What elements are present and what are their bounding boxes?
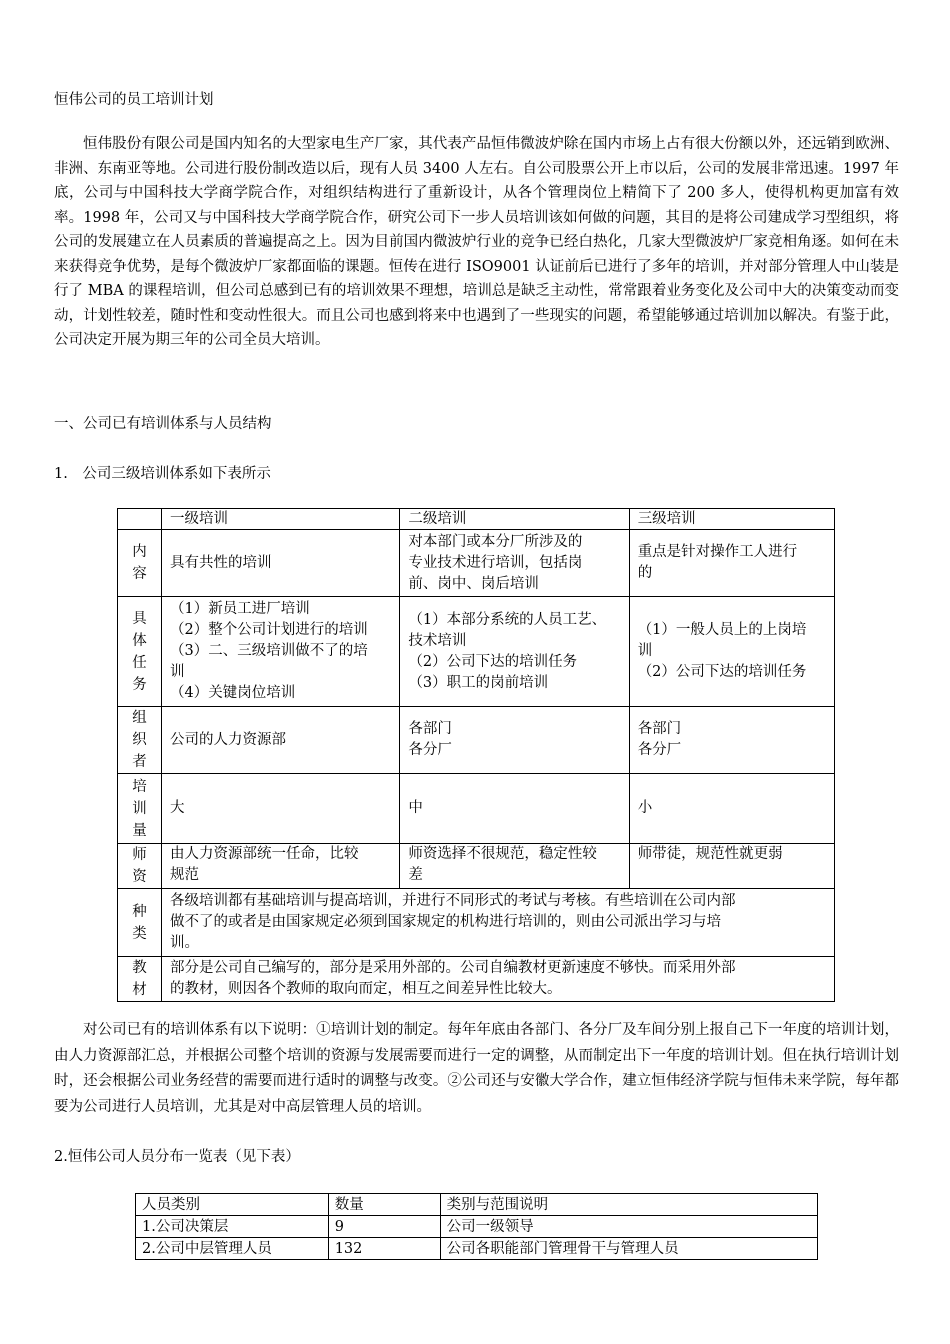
table-row [118,530,835,597]
table-cell [400,597,629,707]
row-label-cell [118,957,162,1002]
cell-text-line: 规范 [170,867,200,883]
cell-text-line: （1）本部分系统的人员工艺、 [408,611,607,628]
table-header-row [136,1194,818,1216]
row-label-char: 培 [132,778,147,795]
table-cell: 公司一级领导 [440,1216,817,1238]
row-label-cell [118,774,162,844]
cell-text-line: （2）公司下达的培训任务 [637,664,807,680]
table-cell [400,707,629,774]
table-cell [162,707,400,774]
cell-text-line: 差 [408,867,423,883]
row-label-char: 组 [132,710,147,726]
table-row [118,774,835,844]
cell-text-line: 重点是针对操作工人进行 [637,544,798,560]
row-label-char: 教 [132,960,147,976]
row-label-cell [118,597,162,707]
cell-text-line: 的教材，则因各个教师的取向而定，相互之间差异性比较大。 [170,981,562,997]
cell-text-line: 技术培训 [408,632,467,649]
table-header-cell: 二级培训 [400,509,629,530]
intro-paragraph: 恒伟股份有限公司是国内知名的大型家电生产厂家，其代表产品恒伟微波炉除在国内市场上占有很大份额以外，还远销到欧洲、非洲、东南亚等地。公司进行股份制改造以后，现有人员 3400 人左右。自公司股票公开上市以后，公司的发展非常迅速。1997 年底，公司与中国科技大学商学院合作，对组织结构进行了重新设计，从各个管理岗位上精简下了 200 多人，使得机构更加富有效率。1998 年，公司又与中国科技大学商学院合作，研究公司下一步人员培训该如何做的问题，其目的是将公司建成学习型组织，将公司的发展建立在人员素质的普遍提高之上。因为目前国内微波炉行业的竞争已经白热化，几家大型微波炉厂家竞相角逐。如何在未来获得竞争优势，是每个微波炉厂家都面临的课题。恒传在进行 ISO9001 认证前后已进行了多年的培训，并对部分管理人中山装是行了 MBA 的课程培训，但公司总感到已有的培训效果不理想，培训总是缺乏主动性，常常跟着业务变化及公司中大的决策变动而变动，计划性较差，随时性和变动性很大。而且公司也感到将来中也遇到了一些现实的问题，希望能够通过培训加以解决。有鉴于此，公司决定开展为期三年的公司全员大培训。 [54,136,899,348]
cell-text-line: 做不了的或者是由国家规定必须到国家规定的机构进行培训的，则由公司派出学习与培 [170,914,722,930]
section-heading: 一、公司已有培训体系与人员结构 [54,416,272,432]
table-span-cell [162,889,835,957]
table-cell: 9 [328,1216,440,1238]
row-label-char: 具 [132,610,147,627]
staff-distribution-table [135,1193,818,1260]
row-label-char: 师 [132,847,147,863]
cell-text-line: 公司的人力资源部 [170,731,287,748]
table-cell [162,530,400,597]
table-row [136,1238,818,1260]
row-label-cell [118,844,162,889]
cell-text-line: 训。 [170,935,200,951]
row-label-cell [118,530,162,597]
table-row [118,844,835,889]
row-label-char: 量 [132,822,147,839]
cell-text-line: （2）整个公司计划进行的培训 [170,622,368,638]
table-cell: 公司各职能部门管理骨干与管理人员 [440,1238,817,1260]
table-cell: 1.公司决策层 [136,1216,329,1238]
training-system-note-paragraph: 对公司已有的培训体系有以下说明：①培训计划的制定。每年年底由各部门、各分厂及车间分别上报自己下一年度的培训计划，由人力资源部汇总，并根据公司整个培训的资源与发展需要而进行一定的调整，从而制定出下一年度的培训计划。但在执行培训计划时，还会根据公司业务经营的需要而进行适时的调整与改变。②公司还与安徽大学合作，建立恒伟经济学院与恒伟未来学院，每年都要为公司进行人员培训，尤其是对中高层管理人员的培训。 [54,1022,899,1115]
row-label-char: 任 [132,654,147,671]
cell-text-line: 各分厂 [637,742,682,758]
cell-text-line: 师带徒，规范性就更弱 [637,846,783,862]
row-label-char: 类 [132,925,147,942]
table-cell [629,597,834,707]
table-row [118,957,835,1002]
cell-text-line: 训 [637,643,653,659]
table-row [118,597,835,707]
cell-text-line: （1）新员工进厂培训 [170,601,310,617]
row-label-char: 内 [132,544,147,560]
row-label-char: 训 [132,800,147,817]
row-label-char: 容 [132,566,147,582]
table-header-cell: 类别与范围说明 [440,1194,817,1216]
cell-text-line: 对本部门或本分厂所涉及的 [408,533,583,550]
cell-text-line: 的 [637,565,653,581]
row-label-char: 者 [132,754,147,770]
cell-text-line: （3）二、三级培训做不了的培 [170,643,368,659]
cell-text-line: 中 [408,800,423,816]
table-header-cell: 数量 [328,1194,440,1216]
cell-text-line: 师资选择不很规范，稳定性较 [408,846,597,862]
table-cell [162,844,400,889]
cell-text-line: 各分厂 [408,742,452,758]
table-row [136,1216,818,1238]
table-cell [162,597,400,707]
table-span-cell [162,957,835,1002]
table-cell: 132 [328,1238,440,1260]
cell-text-line: 训 [170,664,185,680]
subsection-heading-training-system: 1. 公司三级培训体系如下表所示 [54,466,271,482]
cell-text-line: （3）职工的岗前培训 [408,674,549,691]
cell-text-line: 各级培训都有基础培训与提高培训，并进行不同形式的考试与考核。有些培训在公司内部 [170,893,736,909]
row-label-char: 资 [132,869,147,885]
cell-text-line: 专业技术进行培训，包括岗 [408,554,583,571]
cell-text-line: （2）公司下达的培训任务 [408,653,578,670]
row-label-cell [118,889,162,957]
cell-text-line: 部分是公司自己编写的，部分是采用外部的。公司自编教材更新速度不够快。而采用外部 [170,960,736,976]
table-row [118,889,835,957]
table-cell [629,774,834,844]
table-cell [400,774,629,844]
row-label-char: 务 [132,676,147,693]
cell-text-line: 各部门 [408,721,452,737]
subsection-heading-staff-distribution: 2.恒伟公司人员分布一览表（见下表） [54,1149,300,1165]
row-label-char: 材 [132,982,147,998]
row-label-char: 体 [132,632,147,649]
table-cell [629,844,834,889]
table-row [118,707,835,774]
cell-text-line: 由人力资源部统一任命，比较 [170,846,359,862]
table-cell [162,774,400,844]
document-title: 恒伟公司的员工培训计划 [54,92,214,108]
training-system-table [117,508,835,1002]
table-cell [629,530,834,597]
table-header-row [118,509,835,530]
table-cell [400,844,629,889]
cell-text-line: （4）关键岗位培训 [170,685,296,701]
table-cell [629,707,834,774]
table-header-cell: 三级培训 [629,509,834,530]
row-label-char: 织 [132,732,147,748]
cell-text-line: 小 [637,800,653,816]
table-cell [400,530,629,597]
cell-text-line: 前、岗中、岗后培训 [408,575,539,592]
row-label-cell [118,707,162,774]
table-header-cell [118,509,162,530]
table-header-cell: 人员类别 [136,1194,329,1216]
cell-text-line: 具有共性的培训 [170,554,272,571]
cell-text-line: 大 [170,800,185,816]
row-label-char: 种 [132,903,147,920]
cell-text-line: （1）一般人员上的上岗培 [637,622,807,638]
table-cell: 2.公司中层管理人员 [136,1238,329,1260]
table-header-cell: 一级培训 [162,509,400,530]
cell-text-line: 各部门 [637,721,682,737]
